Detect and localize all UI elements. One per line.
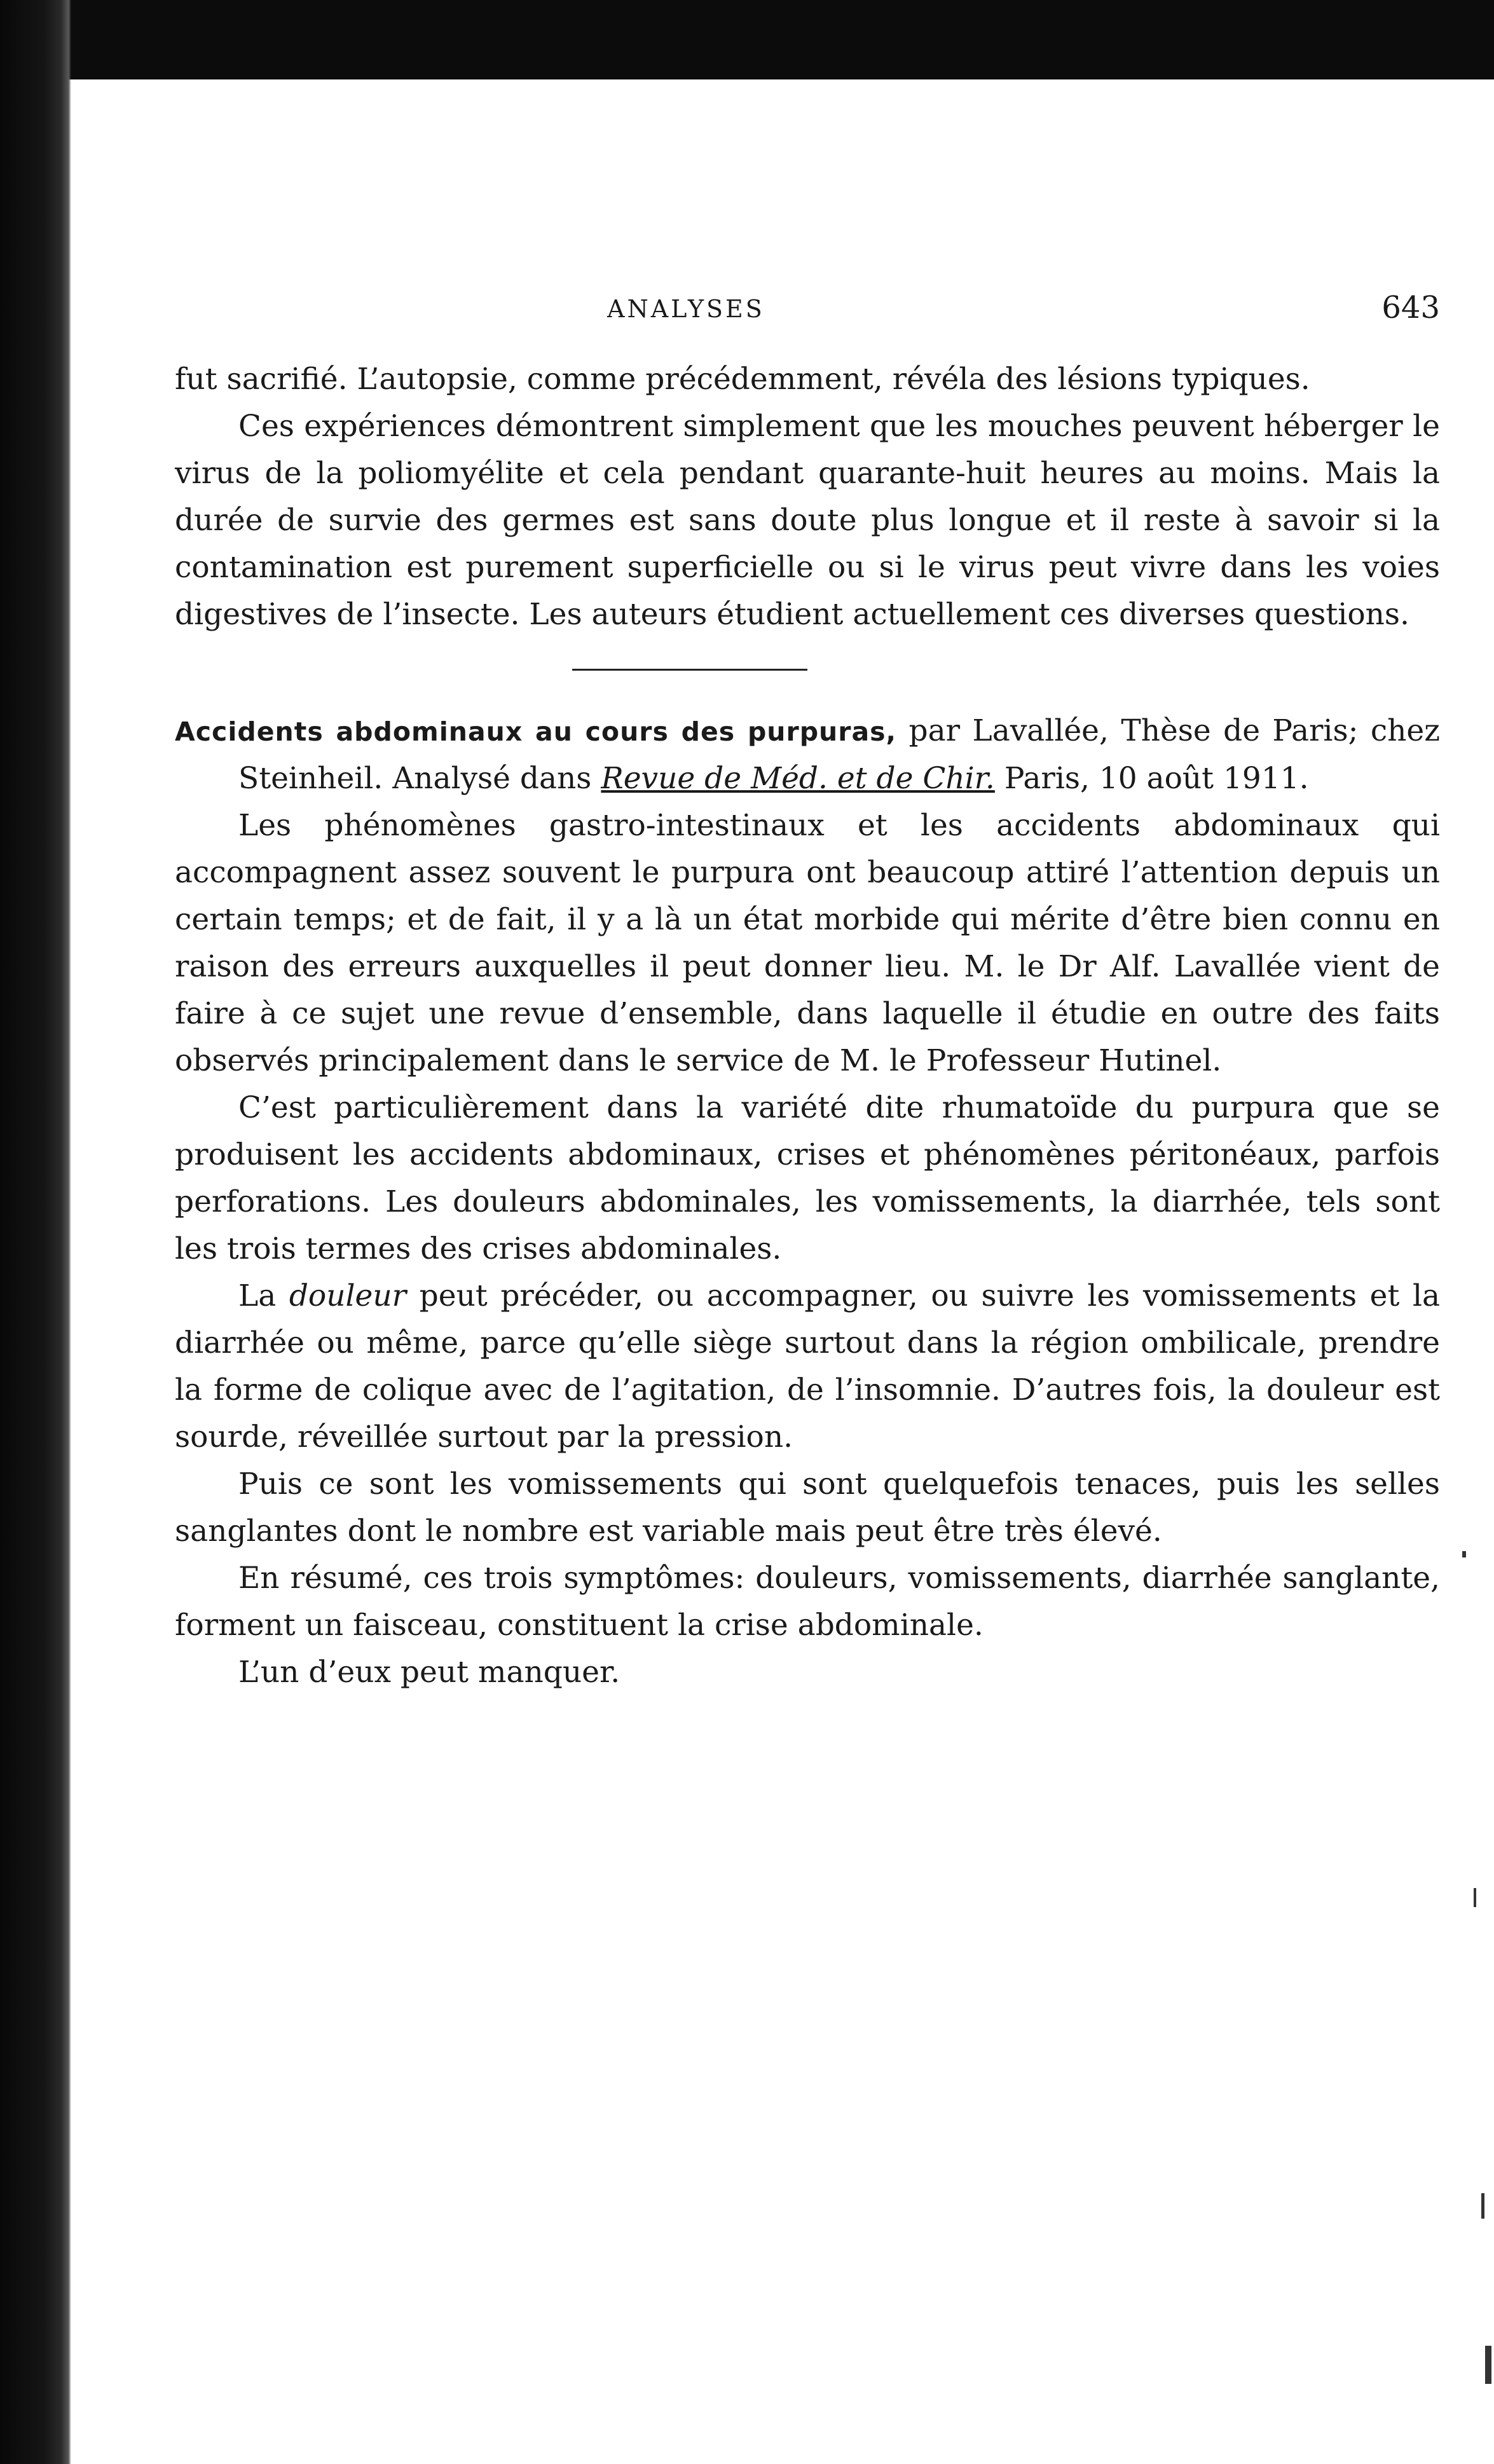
bibliographic-entry bbox=[175, 708, 1440, 802]
page-body bbox=[175, 356, 1440, 1696]
paragraph: L’un d’eux peut manquer. bbox=[238, 1655, 620, 1690]
paragraph: C’est particulièrement dans la variété dite rhumatoïde du purpura que se produisent les accidents abdominaux, crises et phénomènes péritonéaux, parfois perforations. Les douleurs abdominales, les vomissements, la diarrhée, tels sont les trois termes des crises abdominales. bbox=[175, 1090, 1440, 1266]
page-number: 643 bbox=[1381, 290, 1440, 325]
running-title: ANALYSES bbox=[607, 295, 765, 323]
scan-speck bbox=[1481, 2193, 1484, 2219]
section-separator bbox=[572, 669, 807, 671]
scan-top-edge bbox=[0, 0, 1494, 79]
paragraph: Puis ce sont les vomissements qui sont quelquefois tenaces, puis les selles sanglantes dont le nombre est variable mais peut être très élevé. bbox=[175, 1467, 1440, 1549]
page-header bbox=[175, 287, 1440, 332]
paragraph: La douleur peut précéder, ou accompagner, ou suivre les vomissements et la diarrhée ou même, parce qu’elle siège surtout dans la région ombilicale, prendre la forme de colique avec de l’agitation, de l’insomnie. D’autres fois, la douleur est sourde, réveillée surtout par la pression. bbox=[175, 1278, 1440, 1454]
scan-speck bbox=[1462, 1551, 1466, 1557]
paragraph: Ces expériences démontrent simplement que les mouches peuvent héberger le virus de la poliomyélite et cela pendant quarante-huit heures au moins. Mais la durée de survie des germes est sans doute plus longue et il reste à savoir si la contamination est purement superficielle ou si le virus peut vivre dans les voies digestives de l’insecte. Les auteurs étudient actuellement ces diverses questions. bbox=[175, 409, 1440, 632]
emphasis: douleur bbox=[289, 1278, 407, 1313]
entry-title: Accidents abdominaux au cours des purpuras, bbox=[175, 716, 897, 747]
scan-speck bbox=[1485, 2346, 1491, 2384]
continued-paragraph: fut sacrifié. L’autopsie, comme précédemment, révéla des lésions typiques. bbox=[175, 362, 1310, 397]
entry-citation-date: Paris, 10 août 1911. bbox=[994, 761, 1309, 796]
entry-journal: Revue de Méd. et de Chir. bbox=[601, 761, 995, 796]
scan-left-edge bbox=[0, 0, 71, 2464]
scan-speck bbox=[1474, 1888, 1476, 1907]
entry-citation: par Lavallée, Thèse de Paris; chez Steinheil. Analysé dans bbox=[238, 713, 1440, 796]
paragraph: En résumé, ces trois symptômes: douleurs, vomissements, diarrhée sanglante, forment un faisceau, constituent la crise abdominale. bbox=[175, 1561, 1440, 1643]
paragraph: Les phénomènes gastro-intestinaux et les accidents abdominaux qui accompagnent assez souvent le purpura ont beaucoup attiré l’attention depuis un certain temps; et de fait, il y a là un état morbide qui mérite d’être bien connu en raison des erreurs auxquelles il peut donner lieu. M. le Dr Alf. Lavallée vient de faire à ce sujet une revue d’ensemble, dans laquelle il étudie en outre des faits observés principalement dans le service de M. le Professeur Hutinel. bbox=[175, 808, 1440, 1078]
